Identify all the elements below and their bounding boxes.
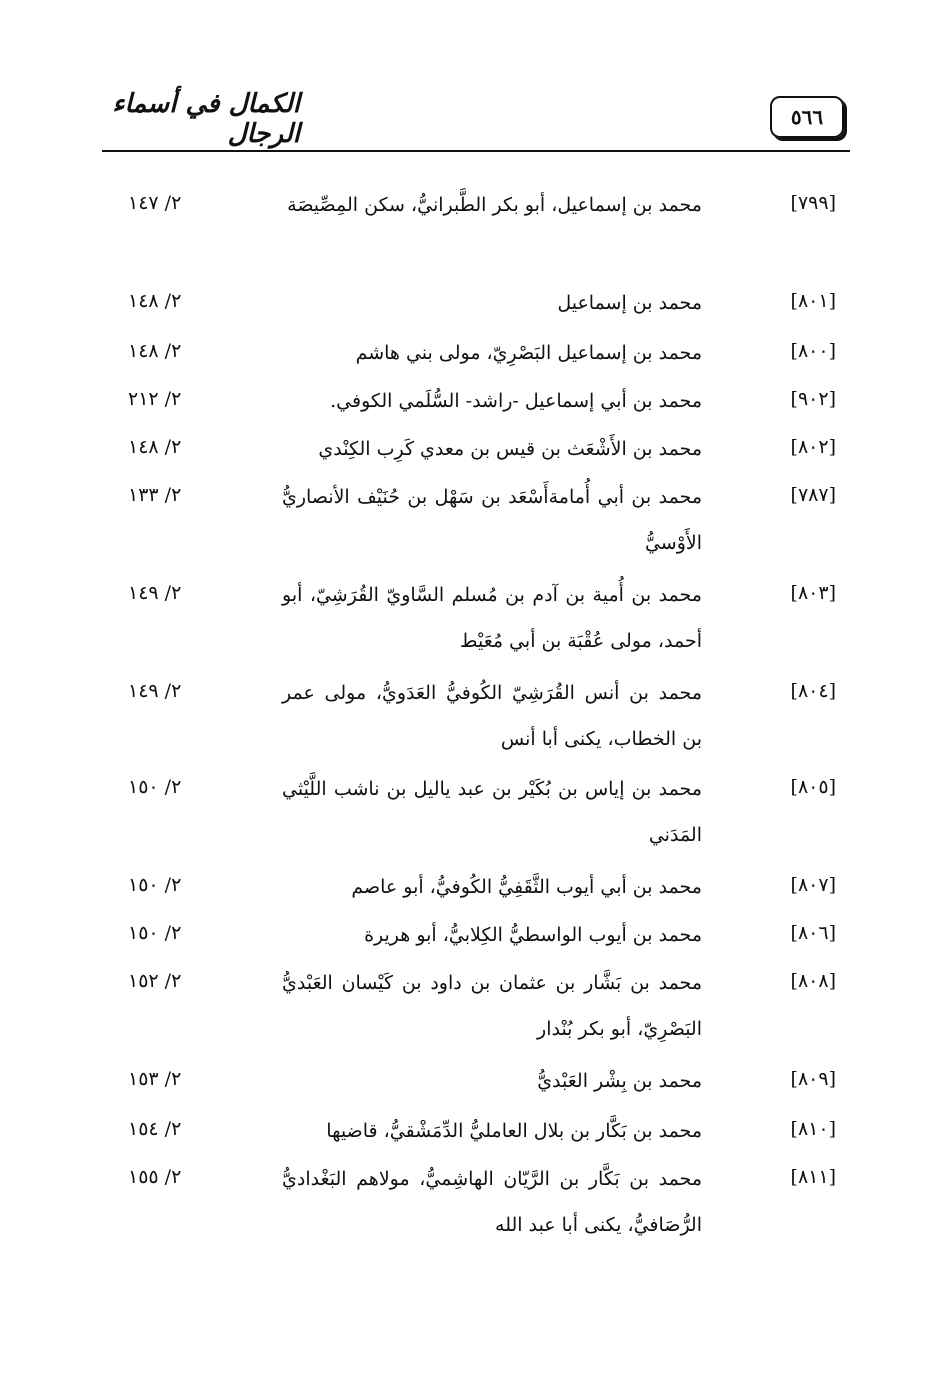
page-number: ٥٦٦ [770,96,844,138]
entry-number: [٨٠١] [790,290,836,312]
entry-reference: ٢/ ١٥٠ [128,922,182,944]
entry-number: [٨٠٢] [790,436,836,458]
book-title: الكمال في أسماء الرجال [112,89,300,149]
entry-text: محمد بن إسماعيل البَصْرِيّ، مولى بني هاشم [355,342,702,364]
entry-text: محمد بن أيوب الواسطيُّ الكِلابيُّ، أبو هريرة [364,924,702,946]
entry-text: محمد بن بِشْر العَبْديُّ [537,1070,702,1092]
entry-reference: ٢/ ١٥٠ [128,874,182,896]
entry-reference: ٢/ ١٥٣ [128,1068,182,1090]
entry-text: محمد بن بَشَّار بن عثمان بن داود بن كَيْسان العَبْديُّ البَصْرِيّ، أبو بكر بُنْدار [282,972,702,1040]
entry-number: [٨٠٠] [790,340,836,362]
entry-text: محمد بن أُمية بن آدم بن مُسلم السَّاويّ القُرَشِيّ، أبو أحمد، مولى عُقْبَة بن أبي مُعَيْط [282,584,702,652]
entry-reference: ٢/ ١٥٢ [128,970,182,992]
entry-text: محمد بن أبي أُمامةأَسْعَد بن سَهْل بن حُنَيْف الأنصاريُّ الأَوْسيُّ [282,486,702,554]
entry-reference: ٢/ ١٤٨ [128,340,182,362]
entry-text: محمد بن بَكَّار بن بلال العامليُّ الدِّمَشْقيُّ، قاضيها [326,1120,702,1142]
entry-reference: ٢/ ١٣٣ [128,484,182,506]
entry-text: محمد بن بَكَّار بن الرَّيّان الهاشِميُّ، مولاهم البَغْداديُّ الرُّصَافيُّ، يكنى أبا عبد الله [282,1168,702,1236]
entry-number: [٨٠٣] [790,582,836,604]
entry-text: محمد بن إسماعيل، أبو بكر الطَّبرانيُّ، سكن المِصِّيصَة [287,194,702,216]
entry-number: [٨٠٤] [790,680,836,702]
entry-text: محمد بن أبي إسماعيل -راشد- السُّلَمي الكوفي. [330,390,702,412]
entry-number: [٨١٠] [790,1118,836,1140]
entry-reference: ٢/ ١٤٧ [128,192,182,214]
entry-text: محمد بن إسماعيل [557,292,702,314]
entry-reference: ٢/ ١٥٠ [128,776,182,798]
entry-text: محمد بن الأَشْعَث بن قيس بن معدي كَرِب الكِنْدي [318,438,702,460]
header-rule [102,150,850,152]
entry-number: [٩٠٢] [790,388,836,410]
page-header [0,0,946,160]
entry-reference: ٢/ ١٤٩ [128,582,182,604]
entry-number: [٧٩٩] [790,192,836,214]
entry-reference: ٢/ ١٤٨ [128,436,182,458]
entry-reference: ٢/ ١٤٩ [128,680,182,702]
entry-reference: ٢/ ١٤٨ [128,290,182,312]
entry-reference: ٢/ ١٥٥ [128,1166,182,1188]
entry-number: [٨٠٨] [790,970,836,992]
entry-number: [٨٠٥] [790,776,836,798]
entry-reference: ٢/ ٢١٢ [128,388,182,410]
entry-number: [٨١١] [790,1166,836,1188]
entry-number: [٧٨٧] [790,484,836,506]
entry-number: [٨٠٩] [790,1068,836,1090]
entry-text: محمد بن أنس القُرَشِيّ الكُوفيُّ العَدَويُّ، مولى عمر بن الخطاب، يكنى أبا أنس [282,682,702,750]
entry-number: [٨٠٧] [790,874,836,896]
entry-text: محمد بن أبي أيوب الثَّقَفِيُّ الكُوفيُّ، أبو عاصم [351,876,702,898]
entry-reference: ٢/ ١٥٤ [128,1118,182,1140]
entry-text: محمد بن إياس بن بُكَيْر بن عبد ياليل بن ناشب اللَّيْثي المَدَني [282,778,702,846]
entry-number: [٨٠٦] [790,922,836,944]
